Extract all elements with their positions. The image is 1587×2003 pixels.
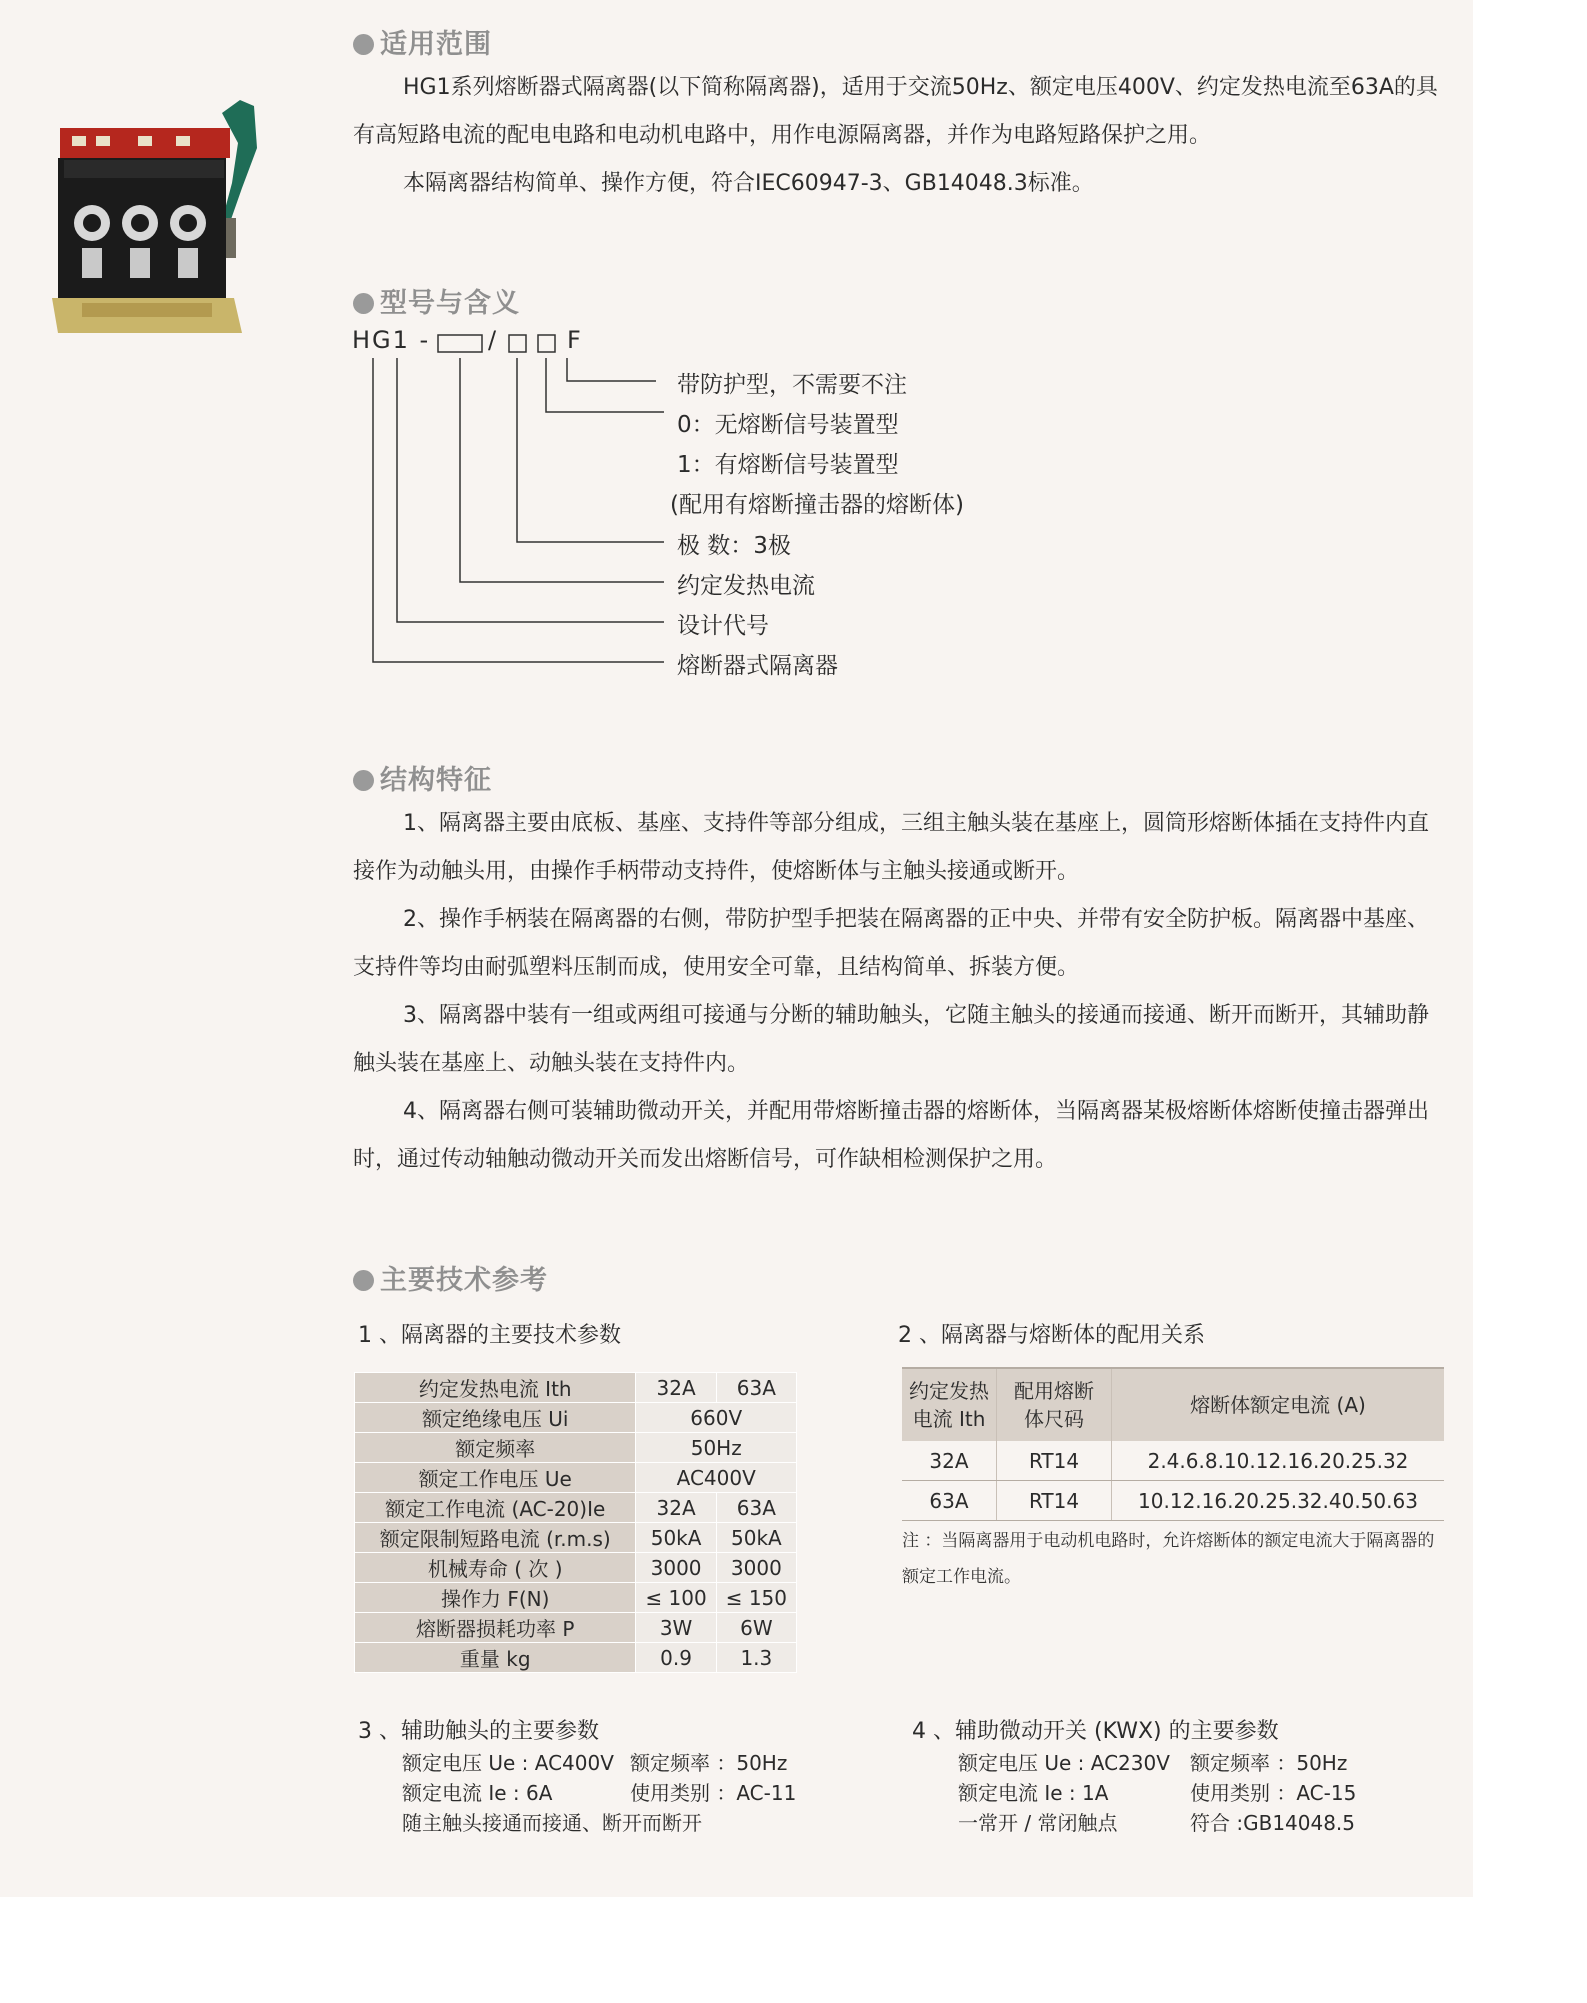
table1-row [355, 1583, 797, 1613]
legend-item: 约定发热电流 [677, 573, 815, 599]
table1-value: 0.9 [636, 1643, 716, 1673]
structure-item-1: 1、隔离器主要由底板、基座、支持件等部分组成，三组主触头装在基座上，圆筒形熔断体插在支持件内直接作为动触头用，由操作手柄带动支持件，使熔断体与主触头接通或断开。 [353, 811, 1430, 884]
aux-contact-params [402, 1748, 822, 1838]
param-left: 一常开 / 常闭触点 [958, 1811, 1118, 1835]
table1-label: 额定绝缘电压 Ui [355, 1403, 636, 1433]
table1-value: 660V [636, 1403, 797, 1433]
table1-row [355, 1553, 797, 1583]
model-code-suffix: F [567, 326, 581, 354]
table1-value: 3000 [716, 1553, 796, 1583]
structure-item-2: 2、操作手柄装在隔离器的右侧，带防护型手把装在隔离器的正中央、并带有安全防护板。隔离器中基座、支持件等均由耐弧塑料压制而成，使用安全可靠，且结构简单、拆装方便。 [353, 907, 1430, 980]
section-heading-scope: 适用范围 [353, 22, 492, 61]
table1-value: 63A [716, 1373, 796, 1403]
model-code-separator: / [488, 326, 497, 354]
table1-label: 熔断器损耗功率 P [355, 1613, 636, 1643]
aux-contact-title: 3 、辅助触头的主要参数 [358, 1719, 599, 1744]
table1-value: 63A [716, 1493, 796, 1523]
table1-row [355, 1373, 797, 1403]
tech-params-table [354, 1372, 797, 1673]
table1-value: 50Hz [636, 1433, 797, 1463]
bullet-dot-icon [353, 1270, 374, 1291]
legend-item: 设计代号 [677, 613, 769, 639]
structure-item-4: 4、隔离器右侧可装辅助微动开关，并配用带熔断撞击器的熔断体，当隔离器某极熔断体熔断使撞击器弹出时，通过传动轴触动微动开关而发出熔断信号，可作缺相检测保护之用。 [353, 1099, 1430, 1172]
table1-value: AC400V [636, 1463, 797, 1493]
legend-item: 极 数：3极 [677, 533, 791, 559]
table1-label: 额定限制短路电流 (r.m.s) [355, 1523, 636, 1553]
section-heading-structure: 结构特征 [353, 758, 492, 797]
micro-switch-params [958, 1748, 1388, 1838]
table1-label: 额定工作电压 Ue [355, 1463, 636, 1493]
table2-cell: 10.12.16.20.25.32.40.50.63 [1112, 1481, 1445, 1521]
table1-value: 50kA [716, 1523, 796, 1553]
table2-cell: RT14 [997, 1481, 1112, 1521]
micro-switch-title: 4 、辅助微动开关 (KWX) 的主要参数 [912, 1719, 1279, 1744]
fuse-matching-table [902, 1367, 1444, 1521]
table1-title: 1 、隔离器的主要技术参数 [358, 1323, 621, 1348]
table1-value: ≤ 100 [636, 1583, 716, 1613]
table1-label: 重量 kg [355, 1643, 636, 1673]
table1-value: 6W [716, 1613, 796, 1643]
param-line [958, 1748, 1388, 1778]
param-left: 额定电压 Ue : AC400V [402, 1751, 614, 1775]
table2-cell: 32A [902, 1441, 997, 1481]
table2-cell: RT14 [997, 1441, 1112, 1481]
param-left: 随主触头接通而接通、断开而断开 [402, 1811, 702, 1835]
legend-item: 1：有熔断信号装置型 [677, 452, 899, 478]
table2-cell: 63A [902, 1481, 997, 1521]
model-code-prefix: HG1 - [352, 326, 431, 354]
table1-value: 1.3 [716, 1643, 796, 1673]
param-line [402, 1808, 822, 1838]
table2-header: 熔断体额定电流 (A) [1112, 1368, 1445, 1441]
table1-label: 约定发热电流 Ith [355, 1373, 636, 1403]
legend-item: (配用有熔断撞击器的熔断体) [670, 492, 964, 518]
table1-label: 机械寿命 ( 次 ) [355, 1553, 636, 1583]
param-line [402, 1748, 822, 1778]
table2-header: 约定发热 电流 Ith [902, 1368, 997, 1441]
param-right: 符合 :GB14048.5 [1190, 1811, 1356, 1835]
param-line [958, 1778, 1388, 1808]
table1-row [355, 1523, 797, 1553]
table1-label: 额定工作电流 (AC-20)Ie [355, 1493, 636, 1523]
table2-row [902, 1441, 1444, 1481]
table1-row [355, 1433, 797, 1463]
table1-row [355, 1643, 797, 1673]
scope-paragraph-1: HG1系列熔断器式隔离器(以下简称隔离器)，适用于交流50Hz、额定电压400V、约定发热电流至63A的具有高短路电流的配电电路和电动机电路中，用作电源隔离器，并作为电路短路保护之用。 [353, 75, 1438, 148]
param-left: 额定电流 Ie : 1A [958, 1781, 1109, 1805]
table2-cell: 2.4.6.8.10.12.16.20.25.32 [1112, 1441, 1445, 1481]
model-diagram-lines [0, 0, 1000, 700]
table2-header: 配用熔断 体尺码 [997, 1368, 1112, 1441]
table1-value: 3W [636, 1613, 716, 1643]
section-heading-model: 型号与含义 [353, 281, 520, 320]
structure-text [353, 800, 1445, 1184]
scope-paragraph-2: 本隔离器结构简单、操作方便，符合IEC60947-3、GB14048.3标准。 [403, 171, 1094, 196]
param-right: 额定频率 ：50Hz [630, 1751, 788, 1775]
table1-value: ≤ 150 [716, 1583, 796, 1613]
table2-row [902, 1481, 1444, 1521]
table1-value: 3000 [636, 1553, 716, 1583]
structure-item-3: 3、隔离器中装有一组或两组可接通与分断的辅助触头，它随主触头的接通而接通、断开而断开，其辅助静触头装在基座上、动触头装在支持件内。 [353, 1003, 1430, 1076]
param-left: 额定电压 Ue : AC230V [958, 1751, 1170, 1775]
table1-label: 额定频率 [355, 1433, 636, 1463]
param-line [958, 1808, 1388, 1838]
table2-title: 2 、隔离器与熔断体的配用关系 [898, 1323, 1205, 1348]
section-heading-tech: 主要技术参考 [353, 1258, 548, 1297]
legend-item: 带防护型，不需要不注 [677, 372, 907, 398]
table1-row [355, 1493, 797, 1523]
legend-item: 熔断器式隔离器 [677, 653, 838, 679]
table1-value: 50kA [636, 1523, 716, 1553]
param-right: 额定频率 ：50Hz [1190, 1751, 1348, 1775]
table2-note: 注 ：当隔离器用于电动机电路时，允许熔断体的额定电流大于隔离器的额定工作电流。 [902, 1531, 1435, 1587]
param-line [402, 1778, 822, 1808]
legend-item: 0：无熔断信号装置型 [677, 412, 899, 438]
bullet-dot-icon [353, 770, 374, 791]
param-right: 使用类别 ：AC-15 [1190, 1781, 1357, 1805]
table1-row [355, 1403, 797, 1433]
table1-label: 操作力 F(N) [355, 1583, 636, 1613]
table1-value: 32A [636, 1493, 716, 1523]
table1-value: 32A [636, 1373, 716, 1403]
param-left: 额定电流 Ie : 6A [402, 1781, 553, 1805]
table1-row [355, 1613, 797, 1643]
param-right: 使用类别 ：AC-11 [630, 1781, 797, 1805]
table1-row [355, 1463, 797, 1493]
